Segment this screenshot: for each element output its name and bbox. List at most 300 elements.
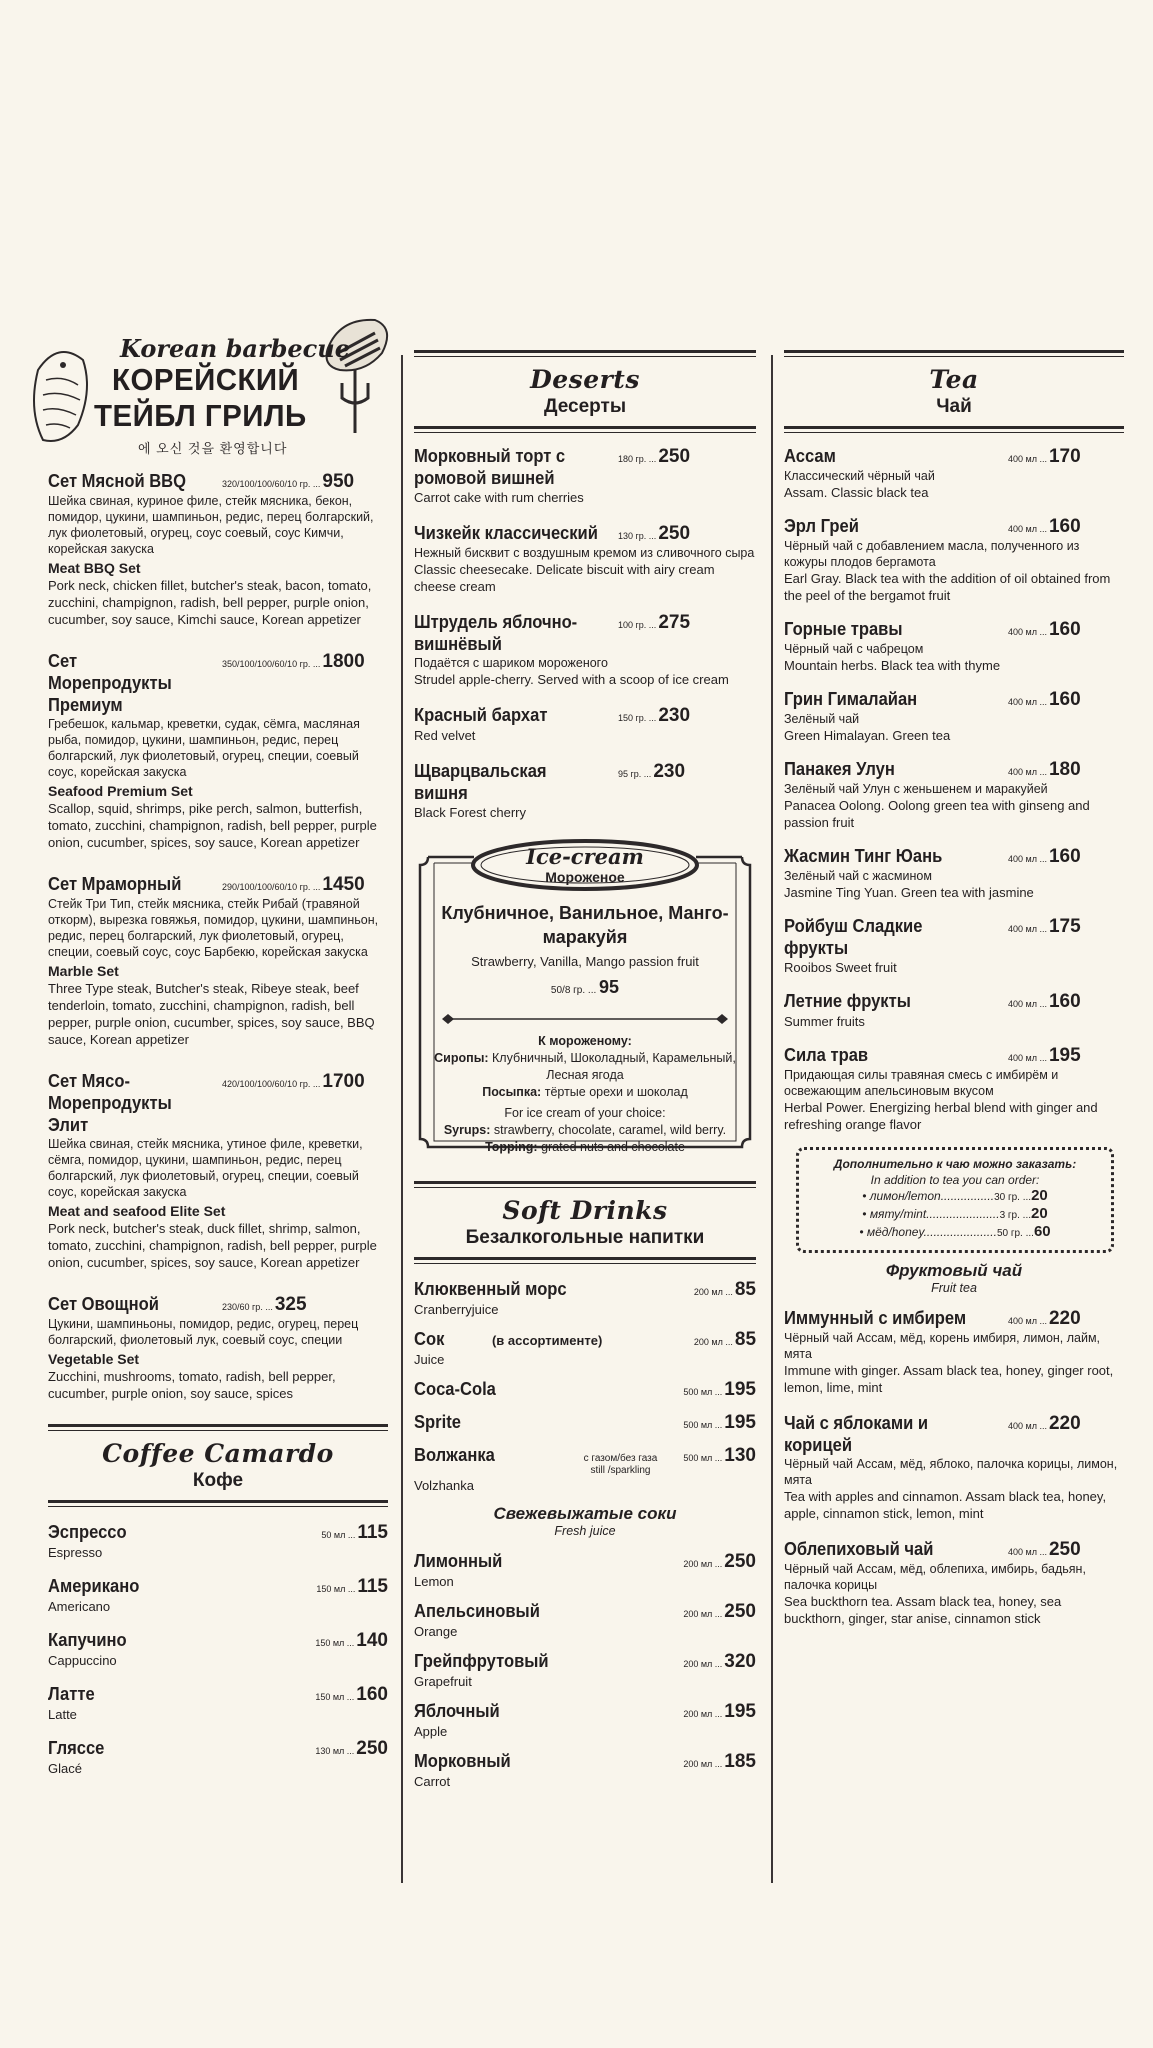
tea-extra-dots: ................	[940, 1189, 995, 1203]
icecream-topping-ru: Посыпка: тёртые орехи и шоколад	[482, 1085, 688, 1099]
desserts-top-rule	[414, 350, 756, 357]
item-name: Летние фрукты	[784, 991, 911, 1011]
item-description-ru: Подаётся с шариком мороженого	[414, 656, 608, 670]
item-weight: 200 мл ...	[683, 1609, 723, 1619]
item-description-en: Glacé	[48, 1761, 82, 1776]
item-weight: 400 мл ...	[1008, 1421, 1047, 1431]
fresh-juice-head: Свежевыжатые соки	[493, 1504, 677, 1523]
soft-top-rule	[414, 1181, 756, 1188]
item-description-en: Earl Gray. Black tea with the addition of oil obtained from the peel of the bergamot fruit	[784, 571, 1111, 603]
item-weight: 200 мл ...	[693, 1287, 733, 1297]
item-weight: 100 гр. ...	[618, 620, 657, 630]
item-description-ru: Чёрный чай Ассам, мёд, облепиха, имбирь, бадьян, палочка корицы	[784, 1562, 1086, 1592]
tea-extra-price: 20	[1031, 1205, 1048, 1222]
item-description-ru: Цукини, шампиньоны, помидор, редис, огурец, перец болгарский, фиолетовый лук, соевый соус, специи	[48, 1317, 359, 1347]
coffee-ru-title: Кофе	[192, 1470, 244, 1491]
item-name: Ассам	[784, 446, 836, 466]
menu-item-row	[48, 1629, 388, 1652]
menu-item-row	[784, 1412, 1124, 1456]
item-description-en: Cranberryjuice	[414, 1302, 499, 1317]
desserts-bottom-rule	[414, 426, 756, 433]
menu-item	[414, 760, 756, 821]
tea-extra-weight: 3 гр. ...	[999, 1210, 1032, 1221]
icecream-flavors	[434, 901, 736, 998]
item-description-en: Carrot cake with rum cherries	[414, 490, 584, 505]
item-description-ru: Чёрный чай с чабрецом	[784, 642, 924, 656]
item-weight: 320/100/100/60/10 гр. ...	[222, 479, 321, 489]
item-weight: 400 мл ...	[1008, 924, 1047, 934]
menu-item	[784, 990, 1124, 1030]
item-weight: 400 мл ...	[1008, 524, 1047, 534]
item-description-en: Black Forest cherry	[414, 805, 526, 820]
item-description-ru: Зелёный чай	[784, 712, 860, 726]
item-weight: 400 мл ...	[1008, 1316, 1047, 1326]
item-description-ru: Гребешок, кальмар, креветки, судак, сёмга, масляная рыба, помидор, цукини, шампиньон, редис, перец болгарский, лук фиолетовый, огурец, специи, соевый соус, корейская закуска	[48, 717, 360, 779]
item-price: 195	[724, 1412, 756, 1433]
menu-item-row	[414, 1378, 756, 1401]
tea-script-title: Tea	[929, 365, 979, 394]
fruit-tea-items-list	[784, 1307, 1124, 1627]
item-description-ru: Чёрный чай Ассам, мёд, корень имбиря, лимон, лайм, мята	[784, 1331, 1101, 1361]
item-weight: 50 мл ...	[321, 1530, 356, 1540]
item-name: Сила трав	[784, 1045, 869, 1065]
item-name-en: Marble Set	[48, 963, 119, 979]
item-price: 115	[357, 1576, 388, 1597]
item-name: Волжанка	[414, 1445, 495, 1465]
item-price: 195	[724, 1701, 756, 1722]
tea-extras-box	[796, 1147, 1114, 1253]
item-price: 230	[658, 705, 691, 726]
item-name: Жасмин Тинг Юань	[784, 846, 943, 866]
korean-bbq-header	[48, 330, 388, 470]
item-weight: 180 гр. ...	[618, 454, 657, 464]
item-price: 85	[734, 1329, 757, 1350]
item-name: Чизкейк классический	[414, 523, 598, 543]
item-price: 1700	[322, 1071, 365, 1092]
tea-extra-weight: 30 гр. ...	[994, 1192, 1032, 1203]
item-description-ru: Зелёный чай Улун с женьшенем и маракуйей	[784, 782, 1048, 796]
item-description-en: Mountain herbs. Black tea with thyme	[784, 658, 1001, 673]
tea-extra-dots: ......................	[923, 1225, 997, 1239]
tea-extra-name: • мёд/honey	[859, 1225, 924, 1239]
menu-item-row	[414, 1700, 756, 1723]
item-name: Эспрессо	[48, 1522, 127, 1542]
icecream-ru-title: Мороженое	[545, 869, 625, 885]
item-weight: 400 мл ...	[1008, 697, 1047, 707]
menu-item	[414, 1650, 756, 1690]
menu-item	[414, 611, 756, 688]
column-divider-1	[401, 355, 403, 1883]
item-note-ru: с газом/без газа	[583, 1453, 658, 1464]
item-price: 115	[357, 1522, 388, 1543]
item-price: 175	[1048, 916, 1081, 937]
item-description-ru: Шейка свиная, куриное филе, стейк мясника, бекон, помидор, цукини, шампиньон, редис, перец болгарский, лук фиолетовый, огурец, соус соевый, соус Кимчи, корейская закуска	[48, 494, 374, 556]
item-weight: 150 мл ...	[316, 1584, 356, 1594]
item-description-en: Pork neck, butcher's steak, duck fillet, shrimp, salmon, tomato, zucchini, champignon, radish, bell pepper, purple onion, cucumber, spices, soy sauce, Korean appetizer	[48, 1221, 377, 1270]
menu-item-row	[414, 445, 756, 489]
item-name: Чай с яблоками и корицей	[784, 1413, 929, 1455]
column-desserts-drinks	[414, 330, 756, 1800]
item-description-ru: Стейк Три Тип, стейк мясника, стейк Рибай (травяной откорм), вырезка говяжья, помидор, цукини, шампиньон, редис, перец болгарский, лук фиолетовый, огурец, специи, соевый соус, соус Барбекю, корейская закуска	[48, 897, 379, 959]
item-description-ru: Шейка свиная, стейк мясника, утиное филе, креветки, сёмга, помидор, цукини, шампиньон, редис, перец болгарский, лук фиолетовый, огурец, специи, соевый соус, корейская закуска	[48, 1137, 363, 1199]
menu-item-row	[784, 1538, 1124, 1561]
menu-item	[48, 1070, 388, 1271]
item-price: 230	[653, 761, 686, 782]
item-description-en: Jasmine Ting Yuan. Green tea with jasmine	[784, 885, 1034, 900]
item-name: Морковный	[414, 1751, 511, 1771]
menu-item	[414, 1550, 756, 1590]
item-description-en: Three Type steak, Butcher's steak, Ribeye steak, beef tenderloin, tomato, zucchini, champignon, radish, bell pepper, purple onion, cucumber, spices, soy sauce, BBQ sauce, Korean appetizer	[48, 981, 375, 1047]
fish-illustration-icon	[28, 340, 98, 450]
item-name: Грейпфрутовый	[414, 1651, 549, 1671]
korean-items-list	[48, 470, 388, 1402]
item-price: 950	[322, 471, 355, 492]
column-korean-coffee	[48, 330, 388, 1791]
item-description-en: Red velvet	[414, 728, 476, 743]
item-description-en: Cappuccino	[48, 1653, 117, 1668]
item-weight: 400 мл ...	[1008, 454, 1047, 464]
menu-item-row	[784, 688, 1124, 711]
item-price: 160	[1048, 689, 1081, 710]
menu-item-row	[414, 522, 756, 545]
menu-item-row	[414, 1550, 756, 1573]
item-price: 160	[1048, 846, 1081, 867]
menu-item-row	[784, 1044, 1124, 1067]
soft-bottom-rule	[414, 1257, 756, 1264]
menu-item-row	[414, 611, 756, 655]
menu-item	[48, 1683, 388, 1723]
dessert-items-list	[414, 445, 756, 821]
item-name: Грин Гималайан	[784, 689, 918, 709]
item-weight: 130 гр. ...	[618, 531, 657, 541]
item-description-en: Panacea Oolong. Oolong green tea with ginseng and passion fruit	[784, 798, 1090, 830]
menu-item	[48, 873, 388, 1048]
item-price: 130	[724, 1445, 756, 1466]
icecream-price-line	[434, 977, 736, 998]
tea-bottom-rule	[784, 426, 1124, 433]
item-price: 195	[724, 1379, 756, 1400]
menu-item	[784, 618, 1124, 674]
item-name: Сет Морепродукты Премиум	[48, 651, 172, 715]
tea-extra-dots: ......................	[926, 1207, 1000, 1221]
menu-item-row	[48, 1737, 388, 1760]
fresh-juice-sub: Fresh juice	[554, 1524, 616, 1538]
item-name: Капучино	[48, 1630, 127, 1650]
item-description-en: Assam. Classic black tea	[784, 485, 929, 500]
item-price: 250	[658, 523, 691, 544]
item-name-en: Meat BBQ Set	[48, 560, 141, 576]
item-weight: 500 мл ...	[683, 1387, 723, 1397]
menu-item-row	[414, 1750, 756, 1773]
item-price: 195	[1048, 1045, 1081, 1066]
item-name: Горные травы	[784, 619, 903, 639]
icecream-box	[414, 837, 756, 1167]
item-description-ru: Зелёный чай с жасмином	[784, 869, 932, 883]
icecream-extras-head-ru: К мороженому:	[538, 1034, 632, 1048]
item-description-ru: Придающая силы травяная смесь с имбирём и освежающим апельсиновым вкусом	[784, 1068, 1059, 1098]
item-note	[584, 1453, 658, 1477]
item-weight: 400 мл ...	[1008, 627, 1047, 637]
item-description-ru: Нежный бисквит с воздушным кремом из сливочного сыра	[414, 546, 755, 560]
fresh-items-list	[414, 1550, 756, 1790]
menu-item	[414, 522, 756, 595]
menu-item	[414, 1444, 756, 1494]
menu-item-row	[784, 515, 1124, 538]
icecream-weight: 50/8 гр. ...	[550, 985, 597, 996]
desserts-section-header	[414, 357, 756, 426]
item-weight: 400 мл ...	[1008, 854, 1047, 864]
icecream-syrups-ru: Сиропы: Клубничный, Шоколадный, Карамельный, Лесная ягода	[434, 1051, 736, 1082]
icecream-extras	[426, 1033, 744, 1156]
item-name: Гляссе	[48, 1738, 105, 1758]
coffee-top-rule	[48, 1424, 388, 1431]
item-name: Латте	[48, 1684, 95, 1704]
tea-ru-title: Чай	[936, 396, 972, 417]
item-name: Сет Овощной	[48, 1294, 159, 1314]
item-price: 1450	[322, 874, 365, 895]
item-weight: 230/60 гр. ...	[222, 1302, 273, 1312]
item-weight: 420/100/100/60/10 гр. ...	[222, 1079, 321, 1089]
item-price: 250	[658, 446, 691, 467]
item-name: Sprite	[414, 1412, 461, 1432]
item-description-en: Orange	[414, 1624, 458, 1639]
column-tea	[784, 330, 1124, 1643]
item-name: Апельсиновый	[414, 1601, 540, 1621]
menu-item	[48, 470, 388, 628]
menu-item-row	[414, 704, 756, 727]
item-description-en: Green Himalayan. Green tea	[784, 728, 951, 743]
menu-item	[414, 1278, 756, 1318]
icecream-price: 95	[599, 977, 620, 997]
item-name-en: Meat and seafood Elite Set	[48, 1203, 226, 1219]
item-name: Яблочный	[414, 1701, 500, 1721]
menu-item	[48, 1737, 388, 1777]
menu-item-row	[784, 618, 1124, 641]
steak-fork-icon	[320, 308, 400, 438]
fruit-tea-sub: Fruit tea	[931, 1281, 977, 1295]
item-price: 220	[1048, 1413, 1081, 1434]
menu-item	[48, 1521, 388, 1561]
coffee-bottom-rule	[48, 1500, 388, 1507]
item-name: Клюквенный морс	[414, 1279, 567, 1299]
item-weight: 130 мл ...	[315, 1746, 355, 1756]
item-weight: 95 гр. ...	[618, 769, 652, 779]
item-note-en: still /sparkling	[590, 1465, 651, 1476]
tea-items-list	[784, 445, 1124, 1133]
item-price: 220	[1048, 1308, 1081, 1329]
item-description-en: Carrot	[414, 1774, 451, 1789]
menu-item-row	[784, 758, 1124, 781]
item-name: Сок	[414, 1329, 445, 1349]
item-weight: 150 мл ...	[315, 1692, 355, 1702]
item-description-ru: Чёрный чай Ассам, мёд, яблоко, палочка корицы, лимон, мята	[784, 1457, 1118, 1487]
tea-extra-weight: 50 гр. ...	[996, 1228, 1034, 1239]
menu-item-row	[48, 1683, 388, 1706]
menu-item-row	[48, 1070, 388, 1136]
menu-item	[784, 445, 1124, 501]
soft-section-header	[414, 1188, 756, 1257]
item-price: 185	[724, 1751, 756, 1772]
icecream-flavors-ru: Клубничное, Ванильное, Манго-маракуйя	[441, 903, 729, 947]
menu-item-row	[414, 1278, 756, 1301]
item-price: 320	[724, 1651, 756, 1672]
item-weight: 400 мл ...	[1008, 1053, 1047, 1063]
menu-item	[414, 1700, 756, 1740]
item-description-en: Scallop, squid, shrimps, pike perch, salmon, butterfish, tomato, zucchini, champignon, radish, bell pepper, purple onion, cucumber, spices, soy sauce, Korean appetizer	[48, 801, 377, 850]
item-price: 160	[1048, 991, 1081, 1012]
menu-item	[784, 688, 1124, 744]
item-price: 1800	[322, 651, 365, 672]
icecream-script-title: Ice-cream	[526, 844, 644, 869]
icecream-syrups-en: Syrups: strawberry, chocolate, caramel, wild berry.	[443, 1123, 727, 1137]
item-price: 140	[356, 1630, 388, 1651]
tea-extras-head-en: In addition to tea you can order:	[870, 1173, 1040, 1187]
item-name: Ройбуш Сладкие фрукты	[784, 916, 923, 958]
item-price: 275	[658, 612, 691, 633]
icecream-topping-en: Topping: grated nuts and chocolate	[485, 1140, 685, 1154]
menu-item	[414, 445, 756, 506]
coffee-items-list	[48, 1521, 388, 1777]
menu-item-row	[48, 1575, 388, 1598]
item-price: 250	[724, 1601, 756, 1622]
menu-item	[48, 1293, 388, 1402]
menu-item-row	[414, 1411, 756, 1434]
item-name: Сет Мясной BBQ	[48, 471, 187, 491]
tea-extra-row	[807, 1224, 1103, 1242]
item-description-ru: Классический чёрный чай	[784, 469, 935, 483]
item-weight: 200 мл ...	[683, 1659, 723, 1669]
korean-title-line1: КОРЕЙСКИЙ	[112, 362, 300, 397]
item-price: 160	[356, 1684, 388, 1705]
item-description-en: Lemon	[414, 1574, 454, 1589]
coffee-section-header	[48, 1431, 388, 1500]
item-price: 170	[1048, 446, 1081, 467]
icecream-flavors-en: Strawberry, Vanilla, Mango passion fruit	[471, 954, 699, 969]
menu-item	[414, 1378, 756, 1401]
menu-item	[784, 1307, 1124, 1396]
item-price: 250	[724, 1551, 756, 1572]
tea-extras-head-ru: Дополнительно к чаю можно заказать:	[833, 1157, 1077, 1171]
menu-item-row	[414, 760, 756, 804]
item-description-en: Rooibos Sweet fruit	[784, 960, 897, 975]
tea-extras-list	[807, 1188, 1103, 1242]
item-description-en: Zucchini, mushrooms, tomato, radish, bell pepper, cucumber, purple onion, soy sauce, spices	[48, 1369, 336, 1401]
menu-item	[784, 1538, 1124, 1627]
item-description-en: Americano	[48, 1599, 111, 1614]
item-weight: 200 мл ...	[683, 1559, 723, 1569]
item-description-en: Juice	[414, 1352, 445, 1367]
item-description-en: Summer fruits	[784, 1014, 865, 1029]
menu-item-row	[48, 1521, 388, 1544]
menu-item	[784, 915, 1124, 976]
item-weight: 500 мл ...	[683, 1420, 723, 1430]
icecream-extras-head-en: For ice cream of your choice:	[504, 1106, 666, 1120]
korean-welcome-text: 에 오신 것을 환영합니다	[138, 441, 288, 456]
item-name: Эрл Грей	[784, 516, 859, 536]
item-name-en: Vegetable Set	[48, 1351, 140, 1367]
item-weight: 150 гр. ...	[618, 713, 657, 723]
item-description-en: Pork neck, chicken fillet, butcher's steak, bacon, tomato, zucchini, champignon, radish, bell pepper, purple onion, cucumber, soy sauce, Kimchi sauce, Korean appetizer	[48, 578, 372, 627]
item-price: 325	[274, 1294, 307, 1315]
menu-item	[48, 650, 388, 851]
item-description-en: Grapefruit	[414, 1674, 472, 1689]
item-name: Щварцвальская вишня	[414, 761, 547, 803]
menu-item	[784, 1412, 1124, 1522]
item-price: 85	[734, 1279, 756, 1300]
item-name: Coca-Cola	[414, 1379, 496, 1399]
item-weight: 350/100/100/60/10 гр. ...	[222, 659, 321, 669]
soft-ru-title: Безалкогольные напитки	[465, 1227, 705, 1248]
item-description-en: Herbal Power. Energizing herbal blend with ginger and refreshing orange flavor	[784, 1100, 1098, 1132]
icecream-title	[494, 845, 676, 885]
item-name: Штрудель яблочно-вишнёвый	[414, 612, 578, 654]
menu-item-row	[784, 915, 1124, 959]
item-description-en: Espresso	[48, 1545, 103, 1560]
item-name: Красный бархат	[414, 705, 548, 725]
column-divider-2	[771, 355, 773, 1883]
item-description-en: Latte	[48, 1707, 77, 1722]
item-name-en: Seafood Premium Set	[48, 783, 193, 799]
item-description-ru: Чёрный чай с добавлением масла, полученного из кожуры плодов бергамота	[784, 539, 1080, 569]
desserts-script-title: Deserts	[530, 365, 640, 394]
menu-item	[784, 845, 1124, 901]
item-weight: 290/100/100/60/10 гр. ...	[222, 882, 321, 892]
menu-item-row	[414, 1328, 756, 1351]
item-name: Сет Мраморный	[48, 874, 182, 894]
menu-item	[414, 1600, 756, 1640]
fruit-tea-head: Фруктовый чай	[885, 1261, 1023, 1280]
item-description-en: Tea with apples and cinnamon. Assam black tea, honey, apple, cinnamon stick, lemon, mint	[784, 1489, 1107, 1521]
tea-top-rule	[784, 350, 1124, 357]
item-weight: 200 мл ...	[683, 1759, 723, 1769]
item-name: Американо	[48, 1576, 140, 1596]
item-weight: 200 мл ...	[683, 1709, 723, 1719]
item-weight: 150 мл ...	[315, 1638, 355, 1648]
tea-section-header	[784, 357, 1124, 426]
item-description-en: Immune with ginger. Assam black tea, honey, ginger root, lemon, lime, mint	[784, 1363, 1114, 1395]
menu-item	[414, 1750, 756, 1790]
item-description-en: Apple	[414, 1724, 448, 1739]
item-name: Лимонный	[414, 1551, 503, 1571]
tea-extra-price: 20	[1031, 1187, 1048, 1204]
item-weight: 400 мл ...	[1008, 1547, 1047, 1557]
menu-item-row	[48, 470, 388, 493]
tea-extra-row	[807, 1188, 1103, 1206]
item-name: Сет Мясо-Морепродукты Элит	[48, 1071, 172, 1135]
menu-item-row	[414, 1650, 756, 1673]
diamond-separator-icon	[442, 1013, 728, 1025]
item-weight: 200 мл ...	[693, 1337, 733, 1347]
menu-item	[784, 515, 1124, 604]
item-weight: 400 мл ...	[1008, 767, 1047, 777]
item-name: Облепиховый чай	[784, 1539, 934, 1559]
item-price: 250	[356, 1738, 388, 1759]
tea-extra-name: • лимон/lemon	[862, 1189, 941, 1203]
menu-item	[48, 1629, 388, 1669]
tea-extra-price: 60	[1033, 1223, 1051, 1240]
menu-item-row	[784, 1307, 1124, 1330]
item-description-en: Classic cheesecake. Delicate biscuit with airy cream cheese cream	[414, 562, 715, 594]
menu-item-row	[784, 845, 1124, 868]
tea-extra-row	[807, 1206, 1103, 1224]
item-description-en: Volzhanka	[414, 1478, 474, 1493]
soft-items-list	[414, 1278, 756, 1494]
menu-item	[784, 758, 1124, 831]
menu-item	[48, 1575, 388, 1615]
menu-item-row	[784, 990, 1124, 1013]
coffee-script-title: Coffee Camardo	[102, 1439, 334, 1468]
item-name: Панакея Улун	[784, 759, 895, 779]
